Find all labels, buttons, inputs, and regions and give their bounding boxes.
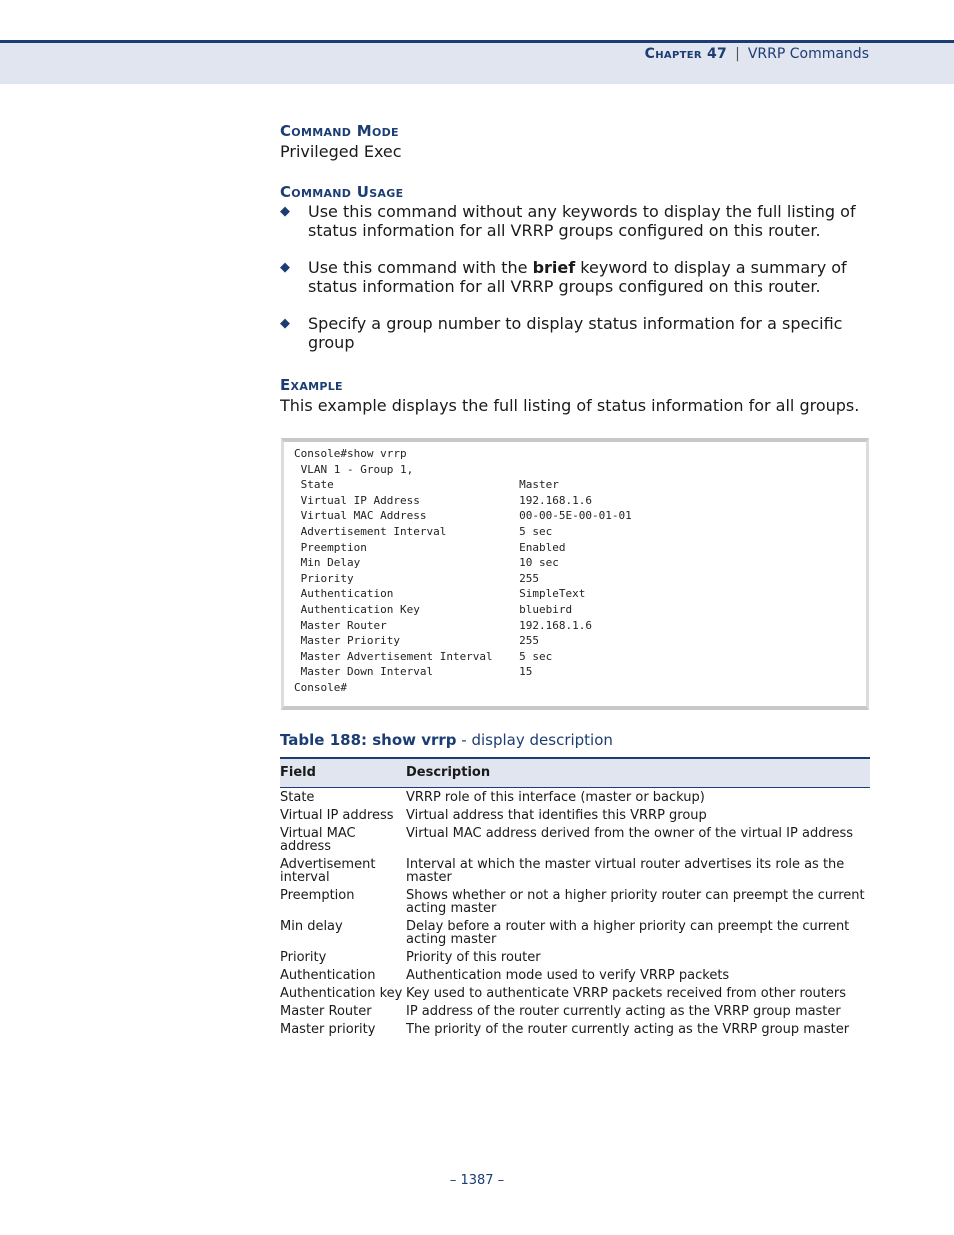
description-cell: Interval at which the master virtual router advertises its role as the master <box>406 857 845 885</box>
console-line: Authentication SimpleText <box>294 587 586 601</box>
command-usage-heading: Command Usage <box>280 183 404 201</box>
table-row <box>280 966 870 984</box>
usage-bullet <box>280 258 860 296</box>
field-cell: Virtual MAC address <box>280 826 356 854</box>
console-line: Authentication Key bluebird <box>294 602 573 616</box>
console-line: State Master <box>294 478 559 492</box>
table-row <box>280 1002 870 1020</box>
console-line: Console# <box>294 680 347 694</box>
console-line: Master Down Interval 15 <box>294 665 533 679</box>
example-text: This example displays the full listing of status information for all groups. <box>280 396 860 415</box>
description-cell: Priority of this router <box>406 950 541 965</box>
table-caption: Table 188: show vrrp - display description <box>280 731 613 749</box>
description-cell: Virtual MAC address derived from the owner of the virtual IP address <box>406 826 854 841</box>
usage-bullet <box>280 202 860 240</box>
description-cell: IP address of the router currently acting as the VRRP group master <box>406 1004 841 1019</box>
console-line: Master Priority 255 <box>294 634 540 648</box>
example-heading: Example <box>280 376 343 394</box>
command-mode-heading: Command Mode <box>280 122 399 140</box>
header-separator: | <box>735 46 740 62</box>
description-column-header: Description <box>406 758 870 788</box>
usage-bullet-text: Specify a group number to display status information for a specific group <box>308 314 843 352</box>
table-row <box>280 886 870 917</box>
field-cell: Preemption <box>280 888 355 903</box>
usage-bullet-text: Use this command with the brief keyword to display a summary of status information for all VRRP groups configured on this router. <box>308 258 847 296</box>
section-title: VRRP Commands <box>747 46 869 62</box>
description-cell: Authentication mode used to verify VRRP packets <box>406 968 730 983</box>
table-row <box>280 948 870 966</box>
table-row <box>280 788 870 807</box>
table-row <box>280 855 870 886</box>
table-header-row <box>280 758 870 788</box>
console-line: Advertisement Interval 5 sec <box>294 524 553 538</box>
console-line: Console#show vrrp <box>294 447 407 460</box>
field-cell: Min delay <box>280 919 343 934</box>
console-line: Priority 255 <box>294 571 540 585</box>
description-cell: Shows whether or not a higher priority router can preempt the current acting master <box>406 888 865 916</box>
console-output <box>294 446 632 696</box>
page-number: – 1387 – <box>449 1173 505 1188</box>
field-cell: State <box>280 790 315 805</box>
keyword-brief: brief <box>532 258 576 277</box>
description-table <box>280 757 870 1038</box>
console-line: Virtual MAC Address 00-00-5E-00-01-01 <box>294 509 632 523</box>
table-row <box>280 917 870 948</box>
console-line: VLAN 1 - Group 1, <box>294 462 414 476</box>
page-header <box>645 46 869 62</box>
console-line: Master Advertisement Interval 5 sec <box>294 649 553 663</box>
table-row <box>280 806 870 824</box>
description-cell: Virtual address that identifies this VRRP group <box>406 808 707 823</box>
description-cell: The priority of the router currently acting as the VRRP group master <box>406 1022 850 1037</box>
diamond-bullet-icon: ◆ <box>280 204 290 219</box>
table-row <box>280 984 870 1002</box>
field-cell: Priority <box>280 950 327 965</box>
description-cell: Key used to authenticate VRRP packets received from other routers <box>406 986 846 1001</box>
table-row <box>280 824 870 855</box>
field-cell: Master priority <box>280 1022 376 1037</box>
console-line: Virtual IP Address 192.168.1.6 <box>294 493 593 507</box>
console-line: Preemption Enabled <box>294 540 566 554</box>
field-cell: Master Router <box>280 1004 372 1019</box>
chapter-label: Chapter 47 <box>644 46 728 62</box>
field-column-header: Field <box>280 758 406 788</box>
description-cell: VRRP role of this interface (master or backup) <box>406 790 705 805</box>
field-cell: Authentication <box>280 968 376 983</box>
command-mode-text: Privileged Exec <box>280 142 402 161</box>
usage-bullet-text: Use this command without any keywords to display the full listing of status information for all VRRP groups configured on this router. <box>308 202 856 240</box>
field-cell: Advertisement interval <box>280 857 376 885</box>
console-line: Min Delay 10 sec <box>294 556 559 570</box>
table-row <box>280 1020 870 1038</box>
field-cell: Authentication key <box>280 986 403 1001</box>
field-cell: Virtual IP address <box>280 808 394 823</box>
console-line: Master Router 192.168.1.6 <box>294 618 593 632</box>
description-cell: Delay before a router with a higher priority can preempt the current acting master <box>406 919 850 947</box>
usage-bullet <box>280 314 860 352</box>
diamond-bullet-icon: ◆ <box>280 260 290 275</box>
diamond-bullet-icon: ◆ <box>280 316 290 331</box>
